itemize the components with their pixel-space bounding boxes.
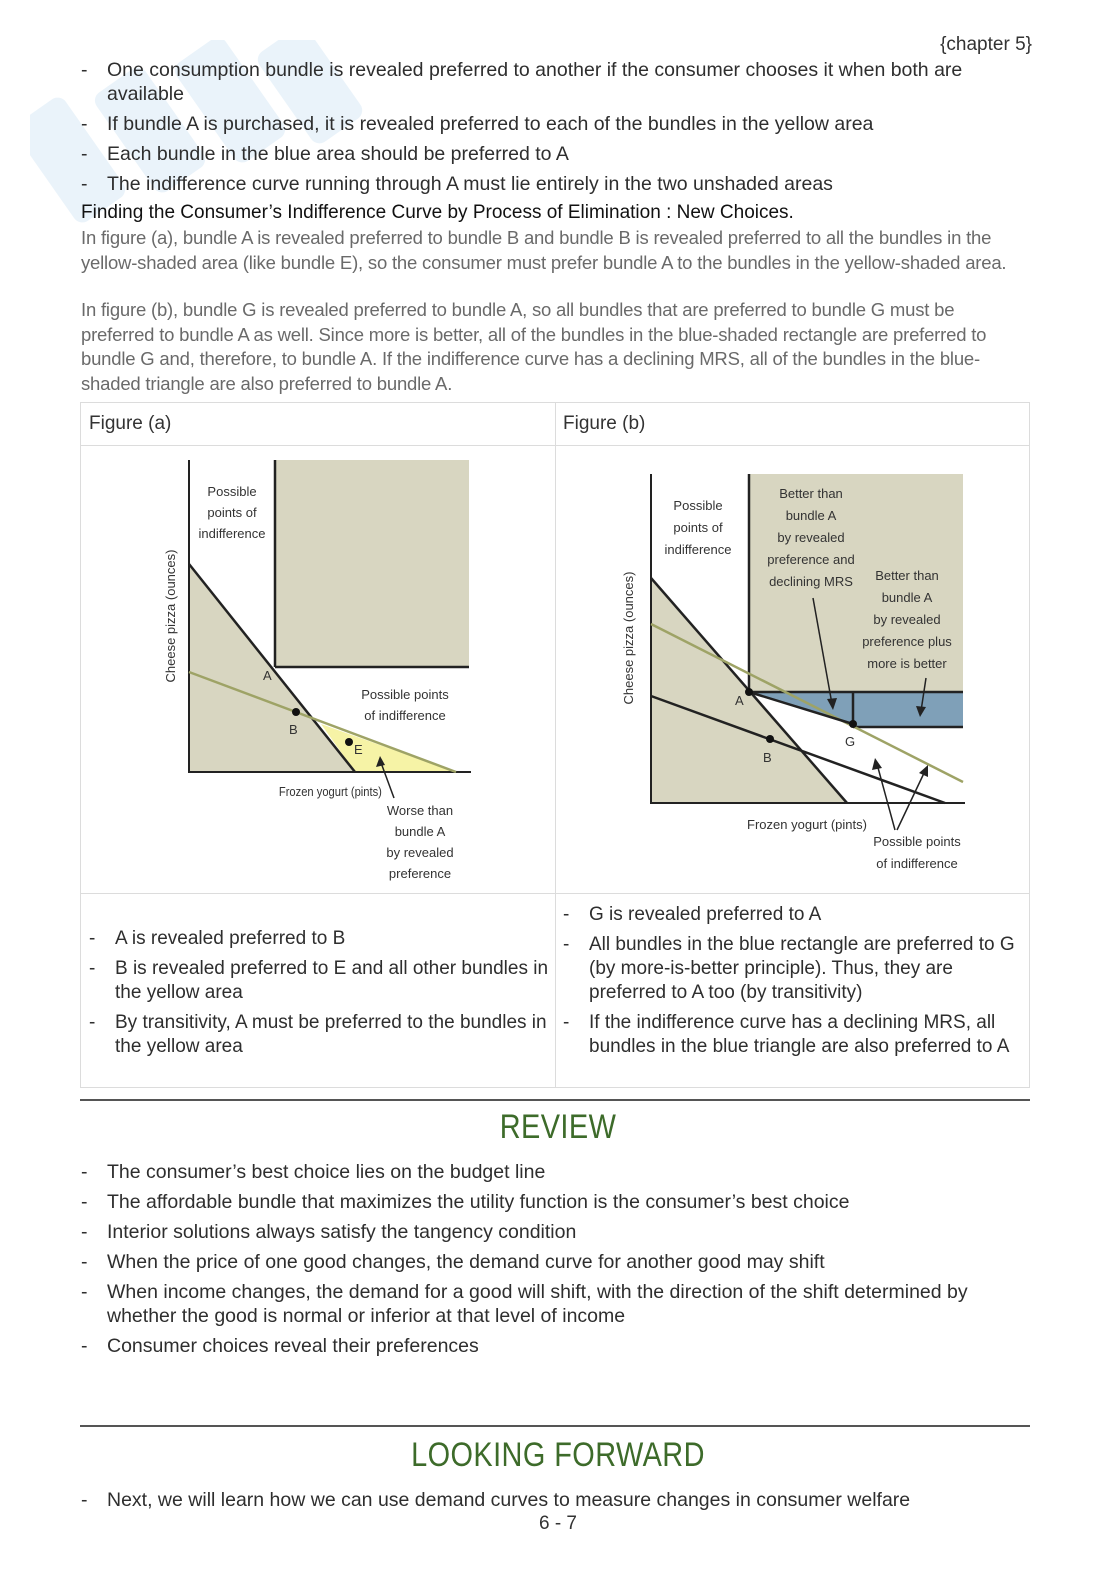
review-heading: REVIEW: [499, 1108, 617, 1146]
figure-b-notes: [563, 903, 1023, 1065]
section-rule: [80, 1425, 1030, 1427]
point-g-label: G: [845, 734, 856, 749]
list-item: - The indifference curve running through A must lie entirely in the two unshaded areas: [81, 172, 1041, 196]
annotation-line: Worse than: [386, 803, 454, 818]
list-item: - Consumer choices reveal their preferences: [81, 1334, 1041, 1358]
list-item: - Interior solutions always satisfy the tangency condition: [81, 1220, 1041, 1244]
annotation-line: Better than: [875, 568, 939, 583]
annotation-line: bundle A: [881, 590, 933, 605]
figure-b-title: Figure (b): [563, 413, 646, 434]
x-axis-label: Frozen yogurt (pints): [747, 817, 867, 832]
annotation-line: Possible points: [873, 834, 961, 849]
y-axis-label: Cheese pizza (ounces): [621, 571, 636, 705]
section-rule: [80, 1099, 1030, 1101]
possible-arrow-left-head: [872, 758, 882, 770]
intro-bullet-list: [81, 58, 1041, 202]
chapter-label: {chapter 5}: [940, 34, 1032, 55]
figure-a-diagram: [81, 446, 555, 892]
annotation-line: preference plus: [862, 634, 952, 649]
figure-a-title: Figure (a): [89, 413, 172, 434]
list-item: - When the price of one good changes, the demand curve for another good may shift: [81, 1250, 1041, 1274]
annotation-possible-right: [361, 687, 449, 723]
list-item: - The consumer’s best choice lies on the budget line: [81, 1160, 1041, 1184]
page-number: 6 - 7: [538, 1513, 578, 1534]
section-heading: Finding the Consumer’s Indifference Curve by Process of Elimination : New Choices.: [81, 202, 794, 223]
point-a-dot: [745, 688, 753, 696]
annotation-line: bundle A: [394, 824, 446, 839]
divider: [555, 893, 1029, 894]
point-b-label: B: [289, 722, 298, 737]
annotation-line: declining MRS: [769, 574, 853, 589]
figure-a-column: [81, 403, 556, 1087]
list-item: - The affordable bundle that maximizes the utility function is the consumer’s best choice: [81, 1190, 1041, 1214]
annotation-possible-bottom: [873, 834, 961, 871]
y-axis-label: Cheese pizza (ounces): [163, 549, 178, 683]
point-b-label: B: [763, 750, 772, 765]
paragraph-figure-a: In figure (a), bundle A is revealed preferred to bundle B and bundle B is revealed preferred to all the bundles in the yellow-shaded area (like bundle E), so the consumer must prefer bundle A to the bundles in the yellow-shaded area.: [81, 227, 1007, 273]
list-item: - When income changes, the demand for a good will shift, with the direction of the shift determined by whether the good is normal or inferior at that level of income: [81, 1280, 1041, 1328]
point-a-label: A: [263, 668, 272, 683]
figure-table: [80, 402, 1030, 1088]
possible-arrow-left: [877, 764, 895, 830]
annotation-line: points of: [673, 520, 723, 535]
annotation-line: by revealed: [873, 612, 941, 627]
figure-b-column: [555, 403, 1029, 1087]
annotation-worse: [386, 803, 453, 881]
list-item: - G is revealed preferred to A: [563, 903, 1023, 927]
list-item: - Next, we will learn how we can use demand curves to measure changes in consumer welfare: [81, 1488, 1041, 1512]
annotation-line: Possible: [207, 484, 257, 499]
annotation-line: points of: [207, 505, 257, 520]
annotation-line: Better than: [779, 486, 843, 501]
annotation-possible-top: [665, 498, 732, 557]
annotation-possible-top: [199, 484, 266, 541]
annotation-line: of indifference: [364, 708, 446, 723]
annotation-line: more is better: [867, 656, 947, 671]
blue-rectangle: [853, 692, 963, 727]
list-item: - B is revealed preferred to E and all other bundles in the yellow area: [89, 957, 549, 1005]
list-item: - By transitivity, A must be preferred to the bundles in the yellow area: [89, 1011, 549, 1059]
list-item: - All bundles in the blue rectangle are preferred to G (by more-is-better principle). Thus, they are preferred to A too (by transitivity): [563, 933, 1023, 1005]
annotation-line: preference: [388, 866, 452, 881]
point-b-dot: [292, 708, 300, 716]
paragraph-figure-b: In figure (b), bundle G is revealed preferred to bundle A, so all bundles that are preferred to bundle G must be preferred to bundle A as well. Since more is better, all of the bundles in the blue-shaded rectangle are preferred to bundle G and, therefore, to bundle A. If the indifference curve has a declining MRS, all of the bundles in the blue-shaded triangle are also preferred to bundle A.: [81, 299, 987, 394]
figure-a-notes: [89, 927, 549, 1065]
point-a-label: A: [735, 693, 744, 708]
figure-b-diagram: [555, 446, 1029, 892]
point-e-dot: [345, 738, 353, 746]
looking-forward-heading: LOOKING FORWARD: [411, 1436, 705, 1474]
list-item: - If bundle A is purchased, it is revealed preferred to each of the bundles in the yellow area: [81, 112, 1041, 136]
annotation-line: indifference: [664, 542, 732, 557]
annotation-line: Possible: [673, 498, 723, 513]
annotation-line: Possible points: [361, 687, 449, 702]
point-e-label: E: [354, 742, 363, 757]
annotation-line: preference and: [767, 552, 855, 567]
list-item: - A is revealed preferred to B: [89, 927, 549, 951]
annotation-line: by revealed: [386, 845, 454, 860]
list-item: - Each bundle in the blue area should be preferred to A: [81, 142, 1041, 166]
point-g-dot: [849, 720, 857, 728]
annotation-line: of indifference: [876, 856, 958, 871]
x-axis-label: Frozen yogurt (pints): [278, 784, 382, 800]
preferred-region: [275, 460, 469, 667]
point-b-dot: [766, 735, 774, 743]
possible-arrow-right: [897, 771, 925, 830]
review-list: [81, 1160, 1041, 1364]
annotation-line: by revealed: [777, 530, 845, 545]
annotation-line: bundle A: [785, 508, 837, 523]
annotation-line: indifference: [198, 526, 266, 541]
list-item: - One consumption bundle is revealed preferred to another if the consumer chooses it when both are available: [81, 58, 1041, 106]
divider: [81, 893, 555, 894]
list-item: - If the indifference curve has a declining MRS, all bundles in the blue triangle are also preferred to A: [563, 1011, 1023, 1059]
